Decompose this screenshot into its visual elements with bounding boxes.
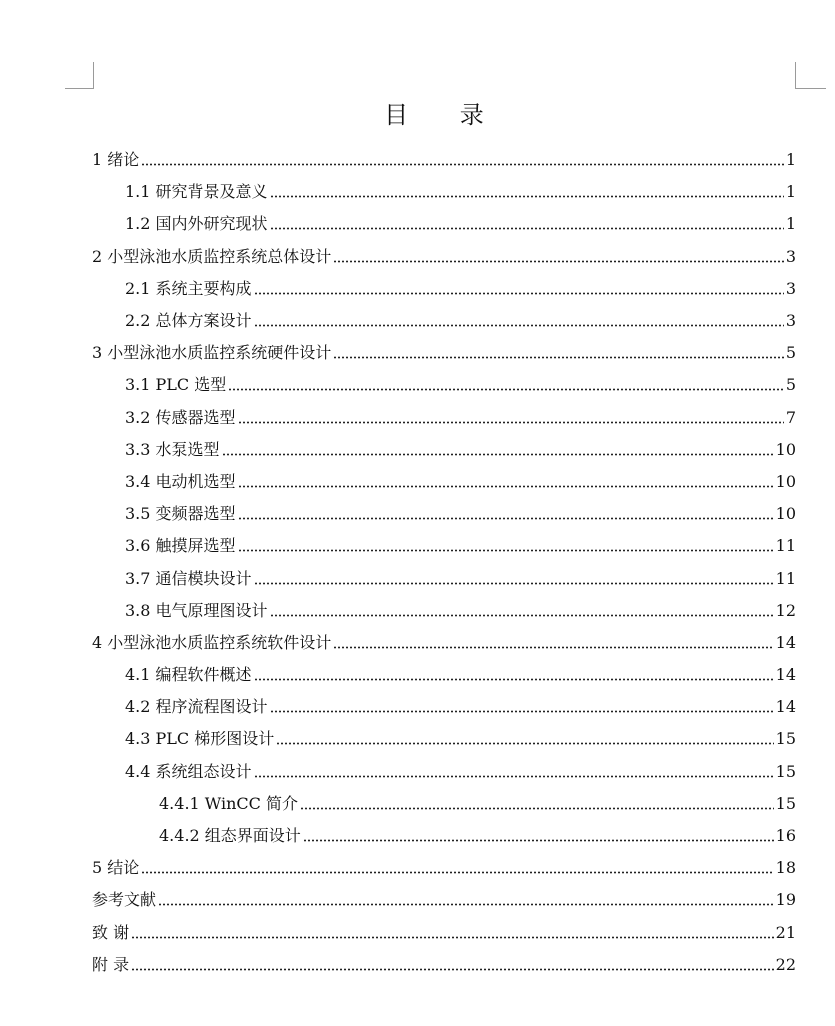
toc-dot-leader: [238, 549, 774, 552]
toc-entry-page-number: 1: [785, 214, 796, 234]
toc-entry[interactable]: [92, 756, 796, 788]
toc-entry-label: 3.6 触摸屏选型: [125, 536, 236, 556]
toc-entry-page-number: 15: [775, 793, 796, 813]
toc-entry-page-number: 15: [775, 761, 796, 781]
toc-entry-label: 4.4.2 组态界面设计: [159, 826, 301, 846]
toc-dot-leader: [228, 388, 784, 391]
toc-dot-leader: [158, 903, 774, 906]
toc-dot-leader: [270, 227, 784, 230]
toc-entry-label: 1.2 国内外研究现状: [125, 214, 268, 234]
toc-entry[interactable]: [92, 176, 796, 208]
toc-entry-label: 5 结论: [92, 858, 140, 878]
toc-entry-page-number: 11: [775, 568, 796, 588]
toc-entry-label: 4 小型泳池水质监控系统软件设计: [92, 632, 332, 652]
toc-dot-leader: [254, 678, 774, 681]
toc-entry[interactable]: [92, 562, 796, 594]
toc-entry[interactable]: [92, 434, 796, 466]
toc-dot-leader: [131, 936, 774, 939]
toc-entry-label: 3.3 水泵选型: [125, 439, 220, 459]
toc-entry[interactable]: [92, 402, 796, 434]
toc-entry-label: 4.3 PLC 梯形图设计: [125, 729, 275, 749]
toc-entry[interactable]: [92, 498, 796, 530]
toc-entry-page-number: 18: [775, 858, 796, 878]
toc-dot-leader: [254, 324, 784, 327]
toc-entry-page-number: 10: [775, 439, 796, 459]
toc-dot-leader: [333, 646, 773, 649]
toc-entry-page-number: 14: [775, 697, 796, 717]
toc-entry[interactable]: [92, 691, 796, 723]
toc-entry-label: 2.2 总体方案设计: [125, 311, 252, 331]
toc-entry-page-number: 5: [785, 343, 796, 363]
toc-entry[interactable]: [92, 466, 796, 498]
toc-dot-leader: [333, 356, 784, 359]
toc-entry-page-number: 12: [775, 600, 796, 620]
toc-entry-page-number: 7: [785, 407, 796, 427]
toc-entry-label: 3.8 电气原理图设计: [125, 600, 268, 620]
toc-entry[interactable]: [92, 852, 796, 884]
toc-dot-leader: [238, 485, 774, 488]
toc-dot-leader: [254, 292, 784, 295]
toc-dot-leader: [238, 421, 784, 424]
toc-dot-leader: [270, 710, 774, 713]
toc-dot-leader: [270, 614, 774, 617]
toc-dot-leader: [333, 260, 784, 263]
toc-entry[interactable]: [92, 144, 796, 176]
toc-entry-label: 4.4.1 WinCC 简介: [159, 793, 298, 813]
toc-dot-leader: [270, 195, 784, 198]
toc-entry-label: 3 小型泳池水质监控系统硬件设计: [92, 343, 332, 363]
toc-entry[interactable]: [92, 337, 796, 369]
toc-entry[interactable]: [92, 949, 796, 981]
toc-entry-page-number: 3: [785, 278, 796, 298]
toc-entry-label: 3.2 传感器选型: [125, 407, 236, 427]
toc-dot-leader: [141, 163, 784, 166]
toc-entry-label: 3.7 通信模块设计: [125, 568, 252, 588]
toc-entry-page-number: 3: [785, 311, 796, 331]
toc-entry[interactable]: [92, 723, 796, 755]
toc-dot-leader: [254, 775, 774, 778]
toc-entry[interactable]: [92, 595, 796, 627]
toc-entry[interactable]: [92, 884, 796, 916]
table-of-contents: [92, 144, 796, 981]
toc-entry-label: 参考文献: [92, 890, 157, 910]
toc-entry-label: 致 谢: [92, 922, 130, 942]
toc-title: 目 录: [384, 101, 506, 129]
toc-entry[interactable]: [92, 273, 796, 305]
toc-entry-label: 2 小型泳池水质监控系统总体设计: [92, 246, 332, 266]
toc-entry-label: 2.1 系统主要构成: [125, 278, 252, 298]
toc-entry-label: 4.2 程序流程图设计: [125, 697, 268, 717]
page-corner-mark-top-right: [795, 62, 826, 89]
toc-entry[interactable]: [92, 530, 796, 562]
toc-entry-page-number: 11: [775, 536, 796, 556]
toc-entry-page-number: 22: [775, 954, 796, 974]
toc-entry-label: 附 录: [92, 954, 130, 974]
toc-dot-leader: [238, 517, 774, 520]
toc-entry[interactable]: [92, 627, 796, 659]
toc-entry-label: 4.1 编程软件概述: [125, 665, 252, 685]
toc-entry[interactable]: [92, 788, 796, 820]
toc-entry-page-number: 10: [775, 504, 796, 524]
toc-entry[interactable]: [92, 917, 796, 949]
toc-dot-leader: [276, 742, 773, 745]
page-corner-mark-top-left: [65, 62, 94, 89]
toc-dot-leader: [131, 968, 774, 971]
toc-entry[interactable]: [92, 241, 796, 273]
toc-entry-page-number: 10: [775, 471, 796, 491]
toc-dot-leader: [254, 582, 774, 585]
toc-entry-page-number: 21: [775, 922, 796, 942]
toc-entry-label: 1.1 研究背景及意义: [125, 182, 268, 202]
toc-entry-label: 4.4 系统组态设计: [125, 761, 252, 781]
toc-dot-leader: [303, 839, 774, 842]
toc-entry-label: 1 绪论: [92, 150, 140, 170]
toc-entry-page-number: 15: [775, 729, 796, 749]
toc-entry-label: 3.5 变频器选型: [125, 504, 236, 524]
toc-entry-page-number: 1: [785, 150, 796, 170]
toc-entry-page-number: 1: [785, 182, 796, 202]
toc-entry-label: 3.1 PLC 选型: [125, 375, 227, 395]
toc-entry-page-number: 14: [775, 632, 796, 652]
toc-entry-page-number: 14: [775, 665, 796, 685]
toc-dot-leader: [222, 453, 774, 456]
toc-entry-page-number: 19: [775, 890, 796, 910]
toc-entry[interactable]: [92, 369, 796, 401]
toc-dot-leader: [300, 807, 774, 810]
toc-entry[interactable]: [92, 305, 796, 337]
toc-entry[interactable]: [92, 659, 796, 691]
toc-entry[interactable]: [92, 208, 796, 240]
toc-entry-label: 3.4 电动机选型: [125, 471, 236, 491]
toc-entry-page-number: 5: [785, 375, 796, 395]
toc-entry-page-number: 3: [785, 246, 796, 266]
toc-entry-page-number: 16: [775, 826, 796, 846]
toc-dot-leader: [141, 871, 773, 874]
toc-entry[interactable]: [92, 820, 796, 852]
